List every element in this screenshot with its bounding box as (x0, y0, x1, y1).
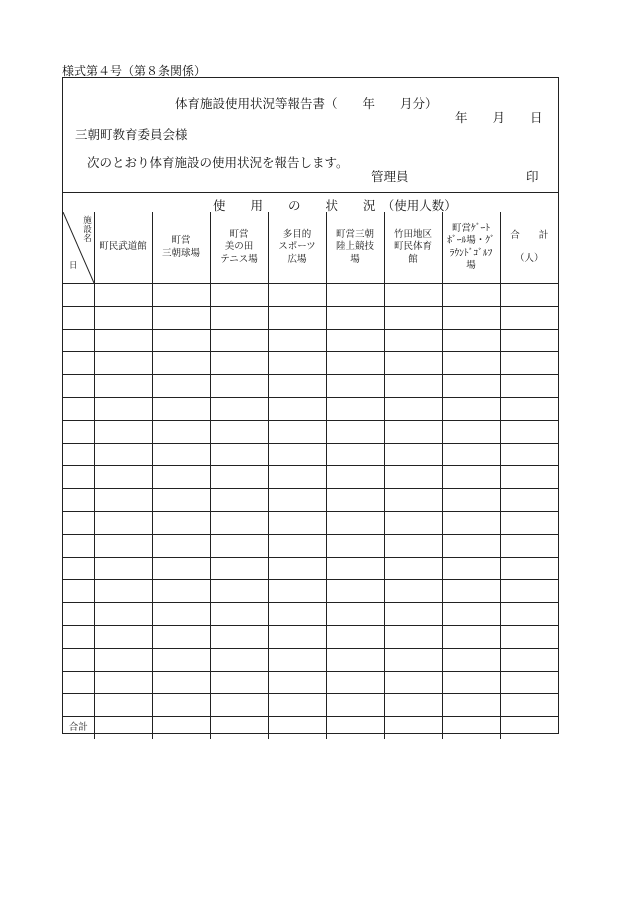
column-header-line: 町民武道館 (99, 241, 147, 253)
count-cell[interactable] (210, 329, 268, 352)
count-cell[interactable] (326, 603, 384, 626)
count-cell[interactable] (384, 511, 442, 534)
day-cell[interactable] (63, 580, 94, 603)
count-cell[interactable] (326, 375, 384, 398)
count-cell[interactable] (268, 625, 326, 648)
count-cell[interactable] (384, 717, 442, 740)
column-header-line: テニス場 (220, 253, 258, 265)
count-cell[interactable] (210, 443, 268, 466)
count-cell[interactable] (268, 603, 326, 626)
count-cell[interactable] (268, 397, 326, 420)
count-cell[interactable] (94, 694, 152, 717)
count-cell[interactable] (384, 375, 442, 398)
count-cell[interactable] (326, 557, 384, 580)
count-cell[interactable] (442, 557, 500, 580)
count-cell[interactable] (94, 397, 152, 420)
count-cell[interactable] (500, 284, 558, 307)
count-cell[interactable] (94, 717, 152, 740)
count-cell[interactable] (500, 397, 558, 420)
count-cell[interactable] (94, 443, 152, 466)
count-cell[interactable] (442, 625, 500, 648)
count-cell[interactable] (384, 352, 442, 375)
count-cell[interactable] (500, 420, 558, 443)
count-cell[interactable] (442, 443, 500, 466)
day-cell[interactable] (63, 603, 94, 626)
count-cell[interactable] (94, 557, 152, 580)
count-cell[interactable] (442, 352, 500, 375)
count-cell[interactable] (94, 420, 152, 443)
table-row (63, 466, 558, 489)
table-row (63, 671, 558, 694)
count-cell[interactable] (326, 352, 384, 375)
count-cell[interactable] (500, 625, 558, 648)
count-cell[interactable] (210, 625, 268, 648)
count-cell[interactable] (268, 557, 326, 580)
day-cell[interactable] (63, 511, 94, 534)
count-cell[interactable] (268, 648, 326, 671)
day-cell[interactable] (63, 489, 94, 512)
count-cell[interactable] (152, 284, 210, 307)
count-cell[interactable] (210, 603, 268, 626)
table-row (63, 489, 558, 512)
count-cell[interactable] (94, 625, 152, 648)
table-row (63, 534, 558, 557)
table-row (63, 306, 558, 329)
count-cell[interactable] (152, 466, 210, 489)
count-cell[interactable] (210, 306, 268, 329)
count-cell[interactable] (94, 306, 152, 329)
count-cell[interactable] (268, 511, 326, 534)
count-cell[interactable] (268, 306, 326, 329)
count-cell[interactable] (152, 648, 210, 671)
count-cell[interactable] (210, 352, 268, 375)
section-divider (63, 192, 558, 193)
count-cell[interactable] (152, 534, 210, 557)
column-header-line: 町営 (171, 235, 191, 247)
count-cell[interactable] (500, 329, 558, 352)
table-row (63, 603, 558, 626)
count-cell[interactable] (442, 694, 500, 717)
day-cell[interactable] (63, 420, 94, 443)
table-row (63, 329, 558, 352)
count-cell[interactable] (152, 329, 210, 352)
column-header-line: 館 (408, 253, 418, 265)
column-header-6 (384, 212, 442, 284)
count-cell[interactable] (152, 306, 210, 329)
count-cell[interactable] (210, 671, 268, 694)
count-cell[interactable] (94, 671, 152, 694)
report-date: 年 月 日 (455, 110, 543, 125)
count-cell[interactable] (268, 352, 326, 375)
day-cell[interactable] (63, 329, 94, 352)
count-cell[interactable] (94, 352, 152, 375)
column-header-4 (268, 212, 326, 284)
count-cell[interactable] (326, 489, 384, 512)
column-header-line: 三朝球場 (161, 247, 200, 259)
table-row (63, 580, 558, 603)
seal-label: 印 (526, 169, 539, 184)
column-header-line: 美の田 (224, 241, 254, 253)
count-cell[interactable] (442, 671, 500, 694)
count-cell[interactable] (442, 284, 500, 307)
count-cell[interactable] (210, 511, 268, 534)
count-cell[interactable] (210, 466, 268, 489)
table-row (63, 375, 558, 398)
count-cell[interactable] (94, 284, 152, 307)
table-row (63, 443, 558, 466)
count-cell[interactable] (442, 306, 500, 329)
day-cell[interactable] (63, 284, 94, 307)
manager-label: 管理員 (371, 169, 409, 184)
report-title: 体育施設使用状況等報告書（ 年 月分） (175, 96, 438, 111)
count-cell[interactable] (500, 671, 558, 694)
count-cell[interactable] (384, 603, 442, 626)
column-header-line: 場 (350, 253, 360, 265)
count-cell[interactable] (442, 420, 500, 443)
count-cell[interactable] (384, 489, 442, 512)
count-cell[interactable] (442, 603, 500, 626)
report-form (62, 77, 559, 734)
report-statement: 次のとおり体育施設の使用状況を報告します。 (87, 155, 349, 170)
corner-facility-label: 施設名 (83, 216, 92, 244)
count-cell[interactable] (326, 717, 384, 740)
count-cell[interactable] (442, 648, 500, 671)
count-cell[interactable] (500, 580, 558, 603)
column-header-line: 町営ｹﾞｰﾄ (451, 222, 490, 234)
count-cell[interactable] (442, 717, 500, 740)
count-cell[interactable] (442, 534, 500, 557)
count-cell[interactable] (500, 603, 558, 626)
day-cell[interactable] (63, 694, 94, 717)
count-cell[interactable] (152, 625, 210, 648)
count-cell[interactable] (94, 329, 152, 352)
column-header-line: 合 計 (510, 230, 549, 242)
count-cell[interactable] (210, 557, 268, 580)
count-cell[interactable] (442, 329, 500, 352)
count-cell[interactable] (326, 420, 384, 443)
table-row (63, 694, 558, 717)
column-header-line: ﾗｳﾝﾄﾞｺﾞﾙﾌ (449, 247, 493, 259)
count-cell[interactable] (268, 329, 326, 352)
count-cell[interactable] (94, 648, 152, 671)
count-cell[interactable] (210, 534, 268, 557)
count-cell[interactable] (268, 694, 326, 717)
day-cell[interactable] (63, 443, 94, 466)
count-cell[interactable] (326, 671, 384, 694)
count-cell[interactable] (326, 694, 384, 717)
count-cell[interactable] (94, 511, 152, 534)
column-header-line: 町営三朝 (335, 228, 374, 240)
corner-cell (63, 212, 94, 284)
count-cell[interactable] (268, 489, 326, 512)
table-row (63, 352, 558, 375)
total-row (63, 717, 558, 740)
count-cell[interactable] (442, 466, 500, 489)
count-cell[interactable] (500, 557, 558, 580)
count-cell[interactable] (384, 671, 442, 694)
day-cell[interactable] (63, 375, 94, 398)
count-cell[interactable] (210, 694, 268, 717)
count-cell[interactable] (500, 306, 558, 329)
count-cell[interactable] (268, 420, 326, 443)
count-cell[interactable] (210, 717, 268, 740)
count-cell[interactable] (152, 352, 210, 375)
count-cell[interactable] (500, 489, 558, 512)
count-cell[interactable] (384, 397, 442, 420)
count-cell[interactable] (442, 580, 500, 603)
day-cell[interactable] (63, 466, 94, 489)
count-cell[interactable] (152, 717, 210, 740)
column-header-3 (210, 212, 268, 284)
count-cell[interactable] (152, 603, 210, 626)
table-row (63, 420, 558, 443)
table-row (63, 284, 558, 307)
count-cell[interactable] (268, 671, 326, 694)
count-cell[interactable] (500, 466, 558, 489)
count-cell[interactable] (326, 534, 384, 557)
day-cell[interactable] (63, 557, 94, 580)
count-cell[interactable] (210, 648, 268, 671)
count-cell[interactable] (326, 511, 384, 534)
usage-table (63, 212, 558, 739)
count-cell[interactable] (94, 489, 152, 512)
count-cell[interactable] (94, 375, 152, 398)
count-cell[interactable] (152, 511, 210, 534)
count-cell[interactable] (152, 489, 210, 512)
count-cell[interactable] (326, 284, 384, 307)
total-label-cell: 合計 (63, 717, 94, 740)
column-header-2 (152, 212, 210, 284)
day-cell[interactable] (63, 534, 94, 557)
column-header-7 (442, 212, 500, 284)
count-cell[interactable] (384, 443, 442, 466)
count-cell[interactable] (268, 534, 326, 557)
count-cell[interactable] (268, 717, 326, 740)
count-cell[interactable] (210, 420, 268, 443)
count-cell[interactable] (152, 375, 210, 398)
count-cell[interactable] (500, 375, 558, 398)
column-header-line: 広場 (287, 253, 307, 265)
count-cell[interactable] (210, 580, 268, 603)
count-cell[interactable] (500, 694, 558, 717)
count-cell[interactable] (210, 489, 268, 512)
count-cell[interactable] (384, 694, 442, 717)
count-cell[interactable] (326, 580, 384, 603)
count-cell[interactable] (326, 306, 384, 329)
count-cell[interactable] (500, 717, 558, 740)
count-cell[interactable] (94, 534, 152, 557)
column-header-line: 町営 (229, 228, 249, 240)
column-header-line: （人） (514, 252, 544, 264)
column-header-line: 多目的 (282, 228, 312, 240)
column-header-line: 竹田地区 (393, 228, 432, 240)
day-cell[interactable] (63, 625, 94, 648)
count-cell[interactable] (500, 443, 558, 466)
count-cell[interactable] (442, 375, 500, 398)
table-row (63, 648, 558, 671)
addressee: 三朝町教育委員会様 (75, 127, 188, 142)
count-cell[interactable] (384, 329, 442, 352)
column-header-line: スポーツ (278, 241, 316, 253)
count-cell[interactable] (152, 580, 210, 603)
count-cell[interactable] (442, 397, 500, 420)
count-cell[interactable] (500, 534, 558, 557)
day-cell[interactable] (63, 306, 94, 329)
column-header-line: 町民体育 (393, 241, 432, 253)
count-cell[interactable] (152, 557, 210, 580)
count-cell[interactable] (268, 375, 326, 398)
column-header-8 (500, 212, 558, 284)
column-header-line: 場 (466, 259, 476, 271)
count-cell[interactable] (384, 534, 442, 557)
count-cell[interactable] (326, 443, 384, 466)
count-cell[interactable] (384, 648, 442, 671)
count-cell[interactable] (500, 352, 558, 375)
table-row (63, 625, 558, 648)
count-cell[interactable] (152, 671, 210, 694)
count-cell[interactable] (500, 648, 558, 671)
count-cell[interactable] (210, 397, 268, 420)
count-cell[interactable] (384, 306, 442, 329)
count-cell[interactable] (268, 284, 326, 307)
column-header-line: 陸上競技 (335, 241, 374, 253)
day-cell[interactable] (63, 671, 94, 694)
table-row (63, 511, 558, 534)
corner-day-label: 日 (69, 260, 78, 271)
day-cell[interactable] (63, 648, 94, 671)
count-cell[interactable] (94, 580, 152, 603)
column-header-1 (94, 212, 152, 284)
count-cell[interactable] (268, 443, 326, 466)
table-row (63, 557, 558, 580)
column-header-line: ﾎﾞｰﾙ場・ｸﾞ (447, 235, 495, 247)
count-cell[interactable] (152, 420, 210, 443)
count-cell[interactable] (442, 511, 500, 534)
count-cell[interactable] (384, 557, 442, 580)
count-cell[interactable] (152, 694, 210, 717)
count-cell[interactable] (326, 648, 384, 671)
count-cell[interactable] (326, 329, 384, 352)
form-number-label: 様式第４号（第８条関係） (62, 64, 207, 78)
count-cell[interactable] (326, 625, 384, 648)
count-cell[interactable] (384, 420, 442, 443)
count-cell[interactable] (94, 466, 152, 489)
count-cell[interactable] (210, 375, 268, 398)
count-cell[interactable] (442, 489, 500, 512)
table-row (63, 397, 558, 420)
day-cell[interactable] (63, 352, 94, 375)
count-cell[interactable] (94, 603, 152, 626)
count-cell[interactable] (326, 466, 384, 489)
count-cell[interactable] (268, 580, 326, 603)
usage-section-title: 使 用 の 状 況 （使用人数） (213, 198, 457, 213)
count-cell[interactable] (500, 511, 558, 534)
day-cell[interactable] (63, 397, 94, 420)
count-cell[interactable] (384, 466, 442, 489)
count-cell[interactable] (268, 466, 326, 489)
count-cell[interactable] (326, 397, 384, 420)
count-cell[interactable] (210, 284, 268, 307)
table-header-row (63, 212, 558, 284)
count-cell[interactable] (152, 443, 210, 466)
count-cell[interactable] (152, 397, 210, 420)
count-cell[interactable] (384, 580, 442, 603)
column-header-5 (326, 212, 384, 284)
count-cell[interactable] (384, 625, 442, 648)
count-cell[interactable] (384, 284, 442, 307)
